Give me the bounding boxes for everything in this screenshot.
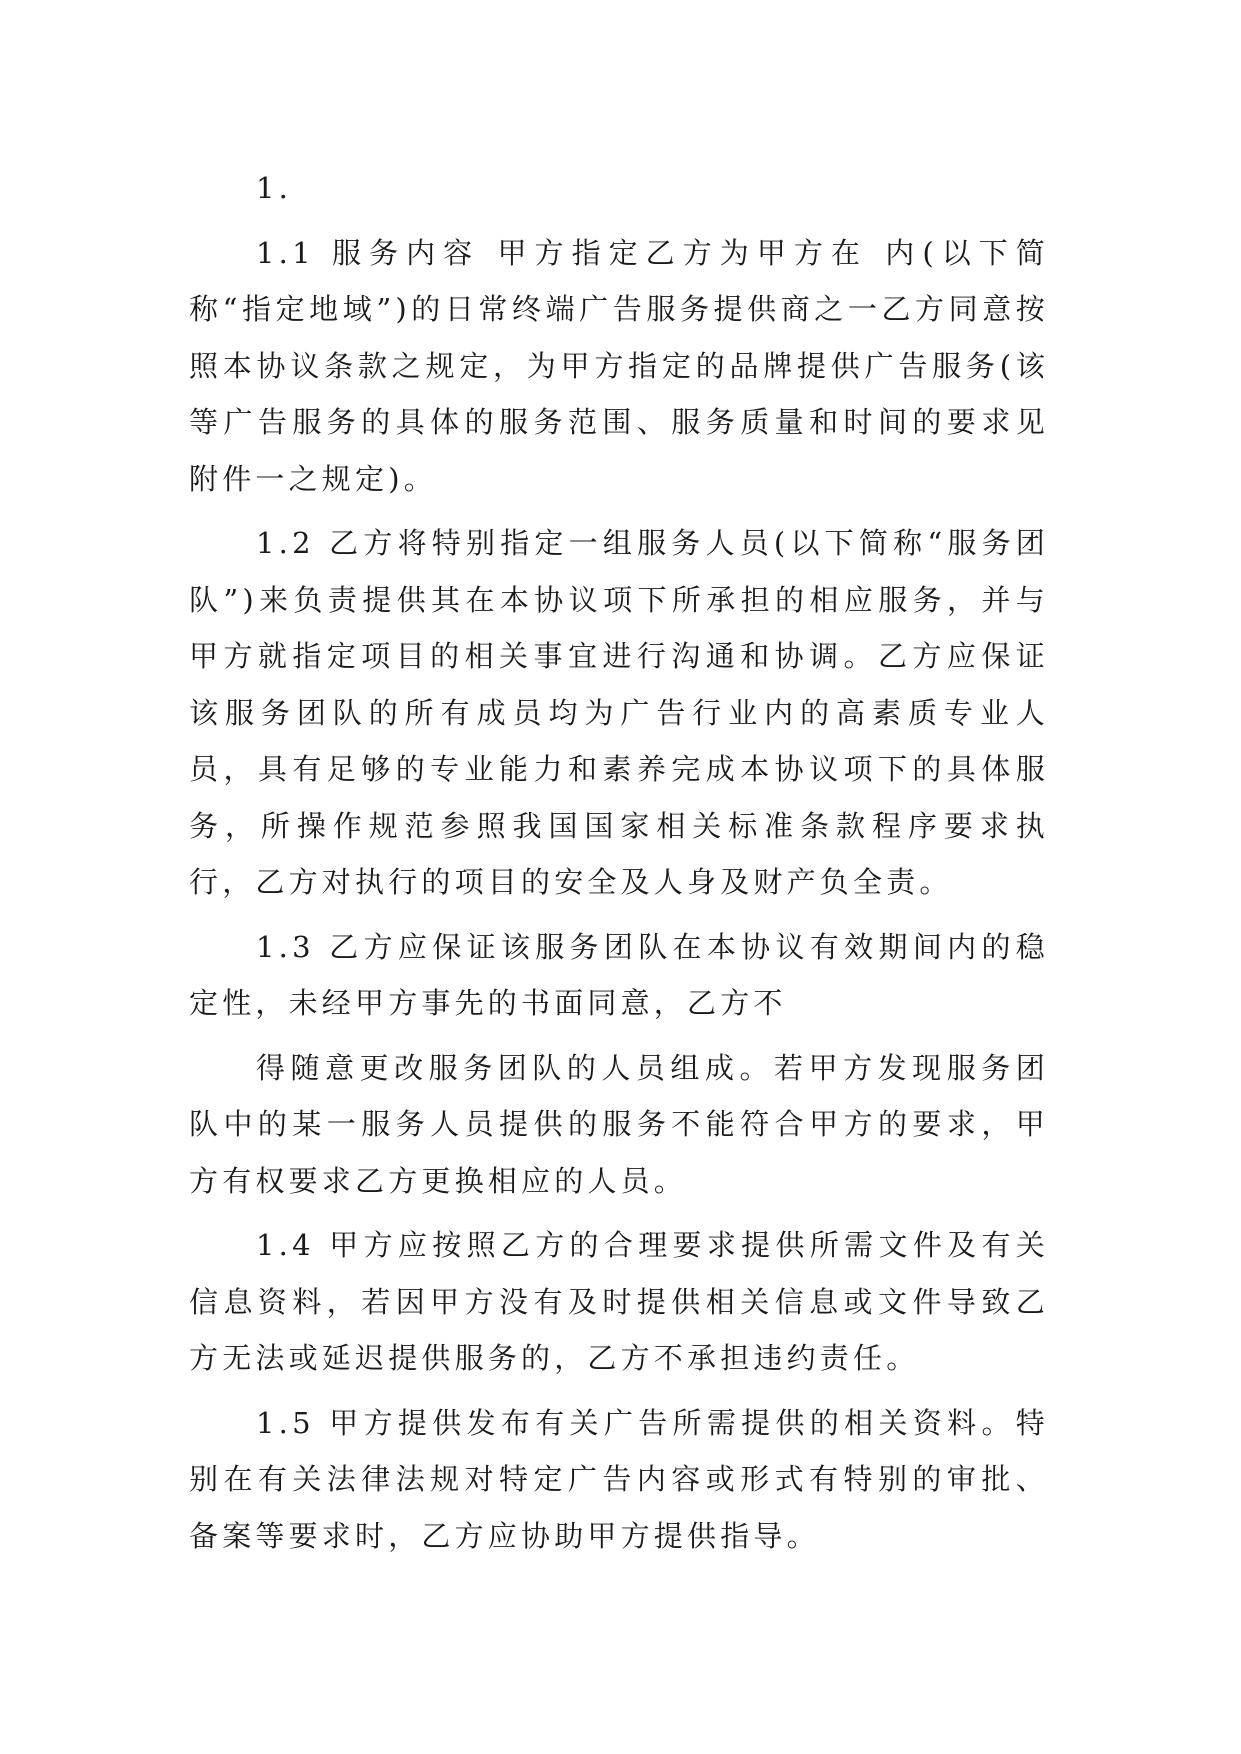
clause-1-1: 1.1 服务内容 甲方指定乙方为甲方在 内(以下简称“指定地域”)的日常终端广告服务提供商之一乙方同意按照本协议条款之规定，为甲方指定的品牌提供广告服务(该等广告服务的具体的服务范围、服务质量和时间的要求见附件一之规定)。 — [189, 235, 1049, 496]
clause-1-5: 1.5 甲方提供发布有关广告所需提供的相关资料。特别在有关法律法规对特定广告内容或形式有特别的审批、备案等要求时，乙方应协助甲方提供指导。 — [189, 1405, 1049, 1553]
section-heading: 1. — [256, 171, 293, 205]
clause-1-3: 1.3 乙方应保证该服务团队在本协议有效期间内的稳定性，未经甲方事先的书面同意，乙方不 — [189, 929, 1049, 1020]
clause-1-2: 1.2 乙方将特别指定一组服务人员(以下简称“服务团队”)来负责提供其在本协议项下所承担的相应服务，并与甲方就指定项目的相关事宜进行沟通和协调。乙方应保证该服务团队的所有成员均为广告行业内的高素质专业人员，具有足够的专业能力和素养完成本协议项下的具体服务，所操作规范参照我国国家相关标准条款程序要求执行，乙方对执行的项目的安全及人身及财产负全责。 — [189, 526, 1049, 899]
document-body — [189, 160, 1049, 1572]
clause-1-3-continued: 得随意更改服务团队的人员组成。若甲方发现服务团队中的某一服务人员提供的服务不能符合甲方的要求，甲方有权要求乙方更换相应的人员。 — [189, 1050, 1049, 1198]
clause-1-4: 1.4 甲方应按照乙方的合理要求提供所需文件及有关信息资料，若因甲方没有及时提供相关信息或文件导致乙方无法或延迟提供服务的，乙方不承担违约责任。 — [189, 1228, 1049, 1375]
